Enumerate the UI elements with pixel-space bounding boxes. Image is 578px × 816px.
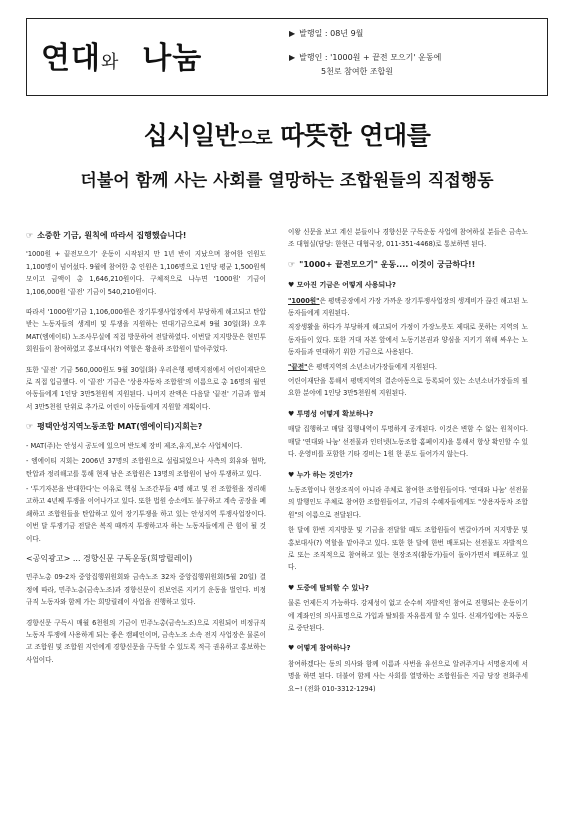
paragraph: 노동조합이나 현장조직이 아니라 주체로 참여한 조합원들이다. '연대와 나눔' 선전물의 발행인도 주체로 참여한 조합원들이고, 기금의 수혜자들에게도 "상용자동차 조합원"의 이름으로 전달된다. [288, 485, 528, 519]
subheadline: 더불어 함께 사는 사회를 열망하는 조합원들의 직접행동 [80, 171, 494, 191]
right-column [288, 226, 528, 703]
faq-question: ♥ 도중에 탈퇴할 수 있나? [288, 583, 369, 592]
paragraph: 경향신문 구독시 매월 6천원의 기금이 민주노총(금속노조)으로 지원되어 비정규직 노동자 투쟁에 사용하게 되는 좋은 캠페인이며, 금속노조 소속 전지 사업장은 물론이고 조합원 및 조합원 지인에게 경향신문을 구독할 수 있도록 적극 권유하고 홍보하는 사업이다. [26, 618, 266, 664]
paragraph: 참여하겠다는 동의 의사와 함께 이름과 사번을 유선으로 알려주거나 서명용지에 서명을 하면 된다. 더불어 함께 사는 사회를 열망하는 조합원들은 지금 당장 전화주세요~! (전화 010-3312-1294) [288, 659, 528, 693]
logo-second: 나눔 [142, 41, 203, 76]
publication-info [289, 27, 545, 79]
paragraph: 어린이재단을 통해서 평택지역의 결손아동으로 등록되어 있는 소년소녀가장들의 필요한 분야에 1인당 3만5천원씩 지원된다. [288, 377, 528, 398]
paragraph: - '투기자본을 반대한다'는 이유로 핵심 노조간부들 4명 해고 및 전 조합원을 정리해고하고 4년째 투쟁을 이어나가고 있다. 또한 법원 승소에도 불구하고 계속 공장을 폐쇄하고 조합원들을 탄압하고 있어 장기투쟁을 하고 있는 안성지역 투쟁사업장이다. 이번 달 투쟁기금 전달은 복직 때까지 투쟁하고자 하는 노동자들에게 큰 힘이 될 것이다. [26, 484, 266, 543]
issue-date: 발행일 : 08년 9월 [299, 29, 364, 38]
paragraph: 한 달에 한번 지지방문 및 기금을 전달할 때도 조합원들이 번갈아가며 지지방문 및 홍보대사(?) 역할을 맡아주고 있다. 또한 한 달에 한번 배포되는 선전물도 자발적으로 또는 조직적으로 참여하고 있는 현장조직(활동가)들이 돌아가면서 배포하고 있다. [288, 526, 528, 572]
paragraph: 이왕 신문을 보고 계신 분들이나 경향신문 구독운동 사업에 참여하실 분들은 금속노조 대협실(담당: 한현근 대협국장, 011-351-4468)로 통보하면 된다. [288, 228, 528, 249]
paragraph: 또한 '끝전' 기금 560,000원도 9월 30일(화) 우리은행 평택지점에서 어린이재단으로 직접 입금했다. 이 '끝전' 기금은 '상용자동차 조합원'의 이름으로 총 16명의 월연아동들에게 1인당 3만5천원씩 지원된다. 나머지 잔액은 다음달 '끝전' 기금과 합쳐서 3만5천원 단위로 추가로 어린이 아동들에게 지원할 계획이다. [26, 365, 266, 411]
pointing-hand-icon: ☞ [288, 259, 296, 269]
heart-bullet-icon: ♥ [288, 470, 295, 479]
headline [26, 116, 548, 152]
heart-bullet-icon: ♥ [288, 281, 295, 290]
triangle-bullet-icon: ▶ [289, 53, 296, 62]
heart-bullet-icon: ♥ [288, 644, 295, 653]
paragraph: 매달 집행하고 매달 집행내역이 투명하게 공개된다. 이것은 변함 수 없는 원칙이다. 매달 '연대와 나눔' 선전물과 인터넷(노동조합 홈페이지)을 통해서 항상 확인할 수 있다. 운영비를 포함한 기타 경비는 1원 한 푼도 들어가지 않는다. [288, 425, 528, 459]
paragraph: - 엠에이티 지회는 2006년 37명의 조합원으로 설립되었으나 사측의 회유와 협박, 탄압과 정리해고를 통해 현재 남은 조합원은 13명의 조합원이 남아 투쟁하고 있다. [26, 457, 266, 478]
left-column [26, 226, 266, 674]
pointing-hand-icon: ☞ [26, 231, 34, 240]
section-title: ☞ 평택안성지역노동조합 MAT(엠에이티)지회는? [26, 422, 203, 432]
paragraph: 직장생활을 하다가 부당하게 해고되어 가정이 가장노릇도 제대로 못하는 지역의 노동자들이 있다. 또한 거대 자본 앞에서 노동기본권과 양심을 지키기 위해 싸우는 노동자들과 연대하기 위한 기금으로 사용된다. [288, 323, 528, 357]
paragraph: '1000원 + 끝전모으기' 운동이 시작된지 만 1년 반이 지났으며 참여한 인원도 1,100명이 넘어섰다. 9월에 참여한 총 인원은 1,106명으로 1인당 평균 1,500원씩 모이고 금액이 총 1,646,210원이다. 구체적으로 나누면 '1000원' 기금이 1,106,000원 '끝전' 기금이 540,210원이다. [26, 250, 266, 296]
headline-part2: 따뜻한 연대를 [280, 121, 431, 150]
newsletter-page [26, 18, 548, 788]
headline-part-small: 으로 [238, 128, 273, 149]
paragraph: 민주노총 09-2차 중앙집행위원회와 금속노조 32차 중앙집행위원회(5월 20일) 결정에 따라, 민주노총(금속노조)과 경향신문이 진보언론 지키기 운동을 벌인다. 비정규직 노동자와 함께 가는 희망릴레이 사업을 진행하고 있다. [26, 573, 266, 607]
paragraph: "1000원"은 평택공장에서 가장 가까운 장기투쟁사업장의 생계비가 끊긴 해고된 노동자들에게 지원된다. [288, 296, 528, 318]
publisher-line-2: 5천로 참여한 조합원 [321, 67, 393, 76]
section-title: ☞ 소중한 기금, 원칙에 따라서 집행했습니다! [26, 231, 187, 240]
faq-question: ♥ 모아진 기금은 어떻게 사용되나? [288, 281, 396, 290]
pointing-hand-icon: ☞ [26, 422, 34, 432]
logo-small: 와 [100, 52, 120, 73]
paragraph: - MAT(주)는 안성시 공도에 있으며 반도체 장비 제조,유지,보수 사업체이다. [26, 441, 243, 450]
headline-part1: 십시일반 [143, 121, 239, 150]
publisher-line: 발행인 : '1000원 + 끝전 모으기' 운동에 [299, 53, 442, 62]
faq-question: ♥ 어떻게 참여하나? [288, 644, 351, 653]
heart-bullet-icon: ♥ [288, 583, 295, 592]
faq-question: ♥ 투명성 어떻게 확보하나? [288, 409, 374, 418]
paragraph: "끝전"은 평택지역의 소년소녀가장들에게 지원된다. [288, 362, 438, 371]
triangle-bullet-icon: ▶ [289, 29, 296, 38]
newsletter-logo [41, 33, 202, 77]
heart-bullet-icon: ♥ [288, 409, 295, 418]
logo-main: 연대 [41, 41, 101, 76]
paragraph: 물론 언제든지 가능하다. 강제성이 없고 순수히 자발적인 참여로 진행되는 운동이기에 계좌인의 의사표명으로 가입과 탈퇴를 자유롭게 할 수 있다. 신재가입에는 자동으로 중단된다. [288, 599, 528, 632]
masthead [26, 18, 548, 96]
section-title: ☞ "1000+ 끝전모으기" 운동.... 이것이 궁금하다!! [288, 259, 476, 269]
paragraph: 따라서 '1000원'기금 1,106,000원은 장기투쟁사업장에서 부당하게 해고되고 탄압받는 노동자들의 생계비 및 투쟁을 지원하는 연대기금으로써 9월 30일(화) 오후 MAT(엠에이티) 노조사무실에 직접 방문하여 전달하였다. 이번달 지지방문은 현민투 회원들이 참여하였고 홍보대사(?) 역할은 황윤하 조합원이 맡아주었다. [26, 308, 266, 354]
faq-question: ♥ 누가 하는 것인가? [288, 470, 353, 479]
ad-title: <공익광고> ... 경향신문 구독운동(희망릴레이) [26, 553, 193, 563]
